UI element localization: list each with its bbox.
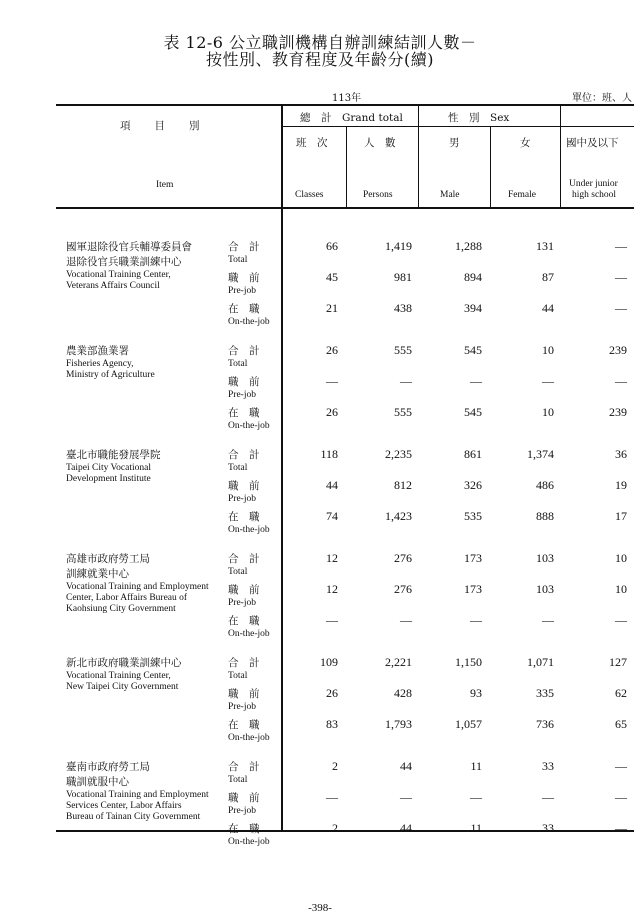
header-persons-zh: 人 數 [364,137,396,149]
category-name-en: Vocational Training and Employment [66,790,209,800]
cell-classes: 45 [326,270,338,284]
cell-male: 93 [470,686,482,700]
header-male-en: Male [440,190,460,200]
cell-persons: 1,793 [385,717,412,731]
cell-male: 894 [464,270,482,284]
cell-classes: 2 [332,821,338,835]
row-type-zh: 在 職 [228,615,260,627]
category-name-en: Vocational Training Center, [66,270,171,280]
row-type-en: On-the-job [228,629,270,639]
row-type-en: Total [228,671,248,681]
cell-persons: 812 [394,478,412,492]
row-type-en: Pre-job [228,702,256,712]
header-junior-en-2: high school [572,190,617,200]
row-type-zh: 在 職 [228,303,260,315]
header-female-en: Female [508,190,536,200]
cell-male: 861 [464,447,482,461]
cell-classes: — [326,790,338,804]
header-divider-male [490,126,491,208]
cell-classes: 12 [326,551,338,565]
row-type-en: On-the-job [228,733,270,743]
header-mid-rule [283,126,634,127]
cell-female: 33 [542,821,554,835]
cell-persons: 438 [394,301,412,315]
cell-female: — [542,374,554,388]
cell-junior: 17 [615,509,627,523]
category-name-zh: 訓練就業中心 [66,568,129,580]
cell-junior: 19 [615,478,627,492]
year-label: 113年 [332,93,362,104]
row-type-en: Total [228,359,248,369]
category-name-zh: 農業部漁業署 [66,345,129,357]
category-name-en: Vocational Training Center, [66,671,171,681]
table-title-line1: 表 12-6 公立職訓機構自辦訓練結訓人數－ [163,33,477,52]
cell-classes: 26 [326,405,338,419]
header-item-zh: 項 目 別 [120,120,201,132]
cell-junior: 62 [615,686,627,700]
category-name-zh: 國軍退除役官兵輔導委員會 [66,241,192,253]
cell-junior: 36 [615,447,627,461]
row-type-en: Pre-job [228,806,256,816]
row-type-zh: 在 職 [228,719,260,731]
cell-classes: 83 [326,717,338,731]
cell-classes: — [326,374,338,388]
cell-junior: — [615,239,627,253]
header-bottom-rule [56,207,634,209]
row-type-zh: 職 前 [228,792,260,804]
row-type-en: Total [228,463,248,473]
header-top-rule [56,104,634,106]
category-name-en: Taipei City Vocational [66,463,151,473]
cell-male: 173 [464,582,482,596]
row-type-zh: 職 前 [228,376,260,388]
cell-female: 1,374 [527,447,554,461]
cell-male: 11 [470,759,482,773]
row-type-en: On-the-job [228,525,270,535]
cell-classes: 2 [332,759,338,773]
cell-classes: 66 [326,239,338,253]
cell-male: 545 [464,343,482,357]
cell-persons: — [400,613,412,627]
row-type-en: Total [228,255,248,265]
cell-junior: — [615,759,627,773]
cell-classes: 21 [326,301,338,315]
cell-female: 736 [536,717,554,731]
row-type-zh: 職 前 [228,272,260,284]
cell-classes: 12 [326,582,338,596]
cell-junior: 239 [609,343,627,357]
category-name-zh: 職訓就服中心 [66,776,129,788]
cell-female: 10 [542,343,554,357]
row-type-zh: 合 計 [228,761,260,773]
cell-classes: 26 [326,343,338,357]
cell-male: — [470,790,482,804]
cell-male: — [470,374,482,388]
cell-male: 545 [464,405,482,419]
cell-female: 87 [542,270,554,284]
cell-junior: 65 [615,717,627,731]
header-male-zh: 男 [449,137,460,149]
cell-persons: 555 [394,405,412,419]
cell-persons: — [400,790,412,804]
row-type-zh: 合 計 [228,449,260,461]
header-classes-en: Classes [295,190,324,200]
row-type-en: Total [228,775,248,785]
header-female-zh: 女 [520,137,531,149]
category-name-en: Services Center, Labor Affairs [66,801,182,811]
category-name-en: Ministry of Agriculture [66,370,155,380]
cell-persons: 44 [400,759,412,773]
category-name-en: Bureau of Tainan City Government [66,812,201,822]
row-type-zh: 職 前 [228,688,260,700]
cell-junior: 10 [615,582,627,596]
cell-junior: — [615,821,627,835]
cell-male: 1,057 [455,717,482,731]
category-name-en: Vocational Training and Employment [66,582,209,592]
category-name-en: New Taipei City Government [66,682,179,692]
cell-persons: — [400,374,412,388]
cell-persons: 44 [400,821,412,835]
header-persons-en: Persons [363,190,393,200]
cell-female: 33 [542,759,554,773]
row-type-zh: 合 計 [228,345,260,357]
cell-male: 326 [464,478,482,492]
unit-label: 單位：班、人 [572,93,632,104]
row-type-zh: 合 計 [228,657,260,669]
row-type-en: On-the-job [228,421,270,431]
cell-male: 535 [464,509,482,523]
category-name-zh: 退除役官兵職業訓練中心 [66,256,182,268]
cell-male: 1,150 [455,655,482,669]
cell-classes: 44 [326,478,338,492]
cell-persons: 981 [394,270,412,284]
cell-male: 394 [464,301,482,315]
row-type-en: Total [228,567,248,577]
row-type-zh: 職 前 [228,584,260,596]
row-type-zh: 職 前 [228,480,260,492]
header-item-en: Item [156,180,174,190]
row-type-zh: 在 職 [228,511,260,523]
cell-female: 131 [536,239,554,253]
cell-persons: 2,221 [385,655,412,669]
cell-junior: 127 [609,655,627,669]
category-name-en: Fisheries Agency, [66,359,134,369]
cell-classes: 109 [320,655,338,669]
cell-persons: 428 [394,686,412,700]
cell-female: 103 [536,582,554,596]
row-type-zh: 在 職 [228,407,260,419]
header-divider-persons [418,104,419,208]
category-name-en: Kaohsiung City Government [66,604,176,614]
cell-male: 11 [470,821,482,835]
row-type-zh: 在 職 [228,823,260,835]
row-type-en: On-the-job [228,837,270,847]
category-name-zh: 臺北市職能發展學院 [66,449,161,461]
cell-junior: 239 [609,405,627,419]
category-name-zh: 臺南市政府勞工局 [66,761,150,773]
cell-junior: — [615,270,627,284]
cell-male: — [470,613,482,627]
row-type-en: Pre-job [228,286,256,296]
category-name-zh: 高雄市政府勞工局 [66,553,150,565]
cell-classes: 118 [320,447,338,461]
row-type-en: Pre-job [228,390,256,400]
page-number: -398- [308,902,332,914]
cell-male: 1,288 [455,239,482,253]
cell-persons: 555 [394,343,412,357]
header-divider-classes [346,126,347,208]
cell-persons: 1,423 [385,509,412,523]
cell-classes: 74 [326,509,338,523]
table-title-line2: 按性別、教育程度及年齡分(續) [206,50,434,69]
cell-female: 486 [536,478,554,492]
cell-male: 173 [464,551,482,565]
header-junior-zh: 國中及以下 [566,137,619,149]
category-name-en: Center, Labor Affairs Bureau of [66,593,188,603]
cell-classes: 26 [326,686,338,700]
header-grand-total: 總 計 Grand total [300,112,403,124]
cell-female: 335 [536,686,554,700]
category-name-en: Veterans Affairs Council [66,281,160,291]
cell-junior: — [615,301,627,315]
row-type-en: Pre-job [228,494,256,504]
cell-female: 10 [542,405,554,419]
row-type-en: Pre-job [228,598,256,608]
header-junior-en-1: Under junior [569,179,618,189]
cell-persons: 2,235 [385,447,412,461]
category-name-zh: 新北市政府職業訓練中心 [66,657,182,669]
cell-female: 44 [542,301,554,315]
cell-persons: 1,419 [385,239,412,253]
cell-classes: — [326,613,338,627]
cell-persons: 276 [394,551,412,565]
header-classes-zh: 班 次 [296,137,328,149]
cell-persons: 276 [394,582,412,596]
cell-female: 1,071 [527,655,554,669]
row-type-zh: 合 計 [228,241,260,253]
header-sex: 性 別 Sex [448,112,510,124]
cell-female: 103 [536,551,554,565]
cell-female: — [542,613,554,627]
row-type-zh: 合 計 [228,553,260,565]
cell-junior: 10 [615,551,627,565]
cell-junior: — [615,613,627,627]
cell-junior: — [615,790,627,804]
header-divider-female [560,104,561,208]
cell-female: 888 [536,509,554,523]
cell-female: — [542,790,554,804]
category-name-en: Development Institute [66,474,151,484]
row-type-en: On-the-job [228,317,270,327]
cell-junior: — [615,374,627,388]
